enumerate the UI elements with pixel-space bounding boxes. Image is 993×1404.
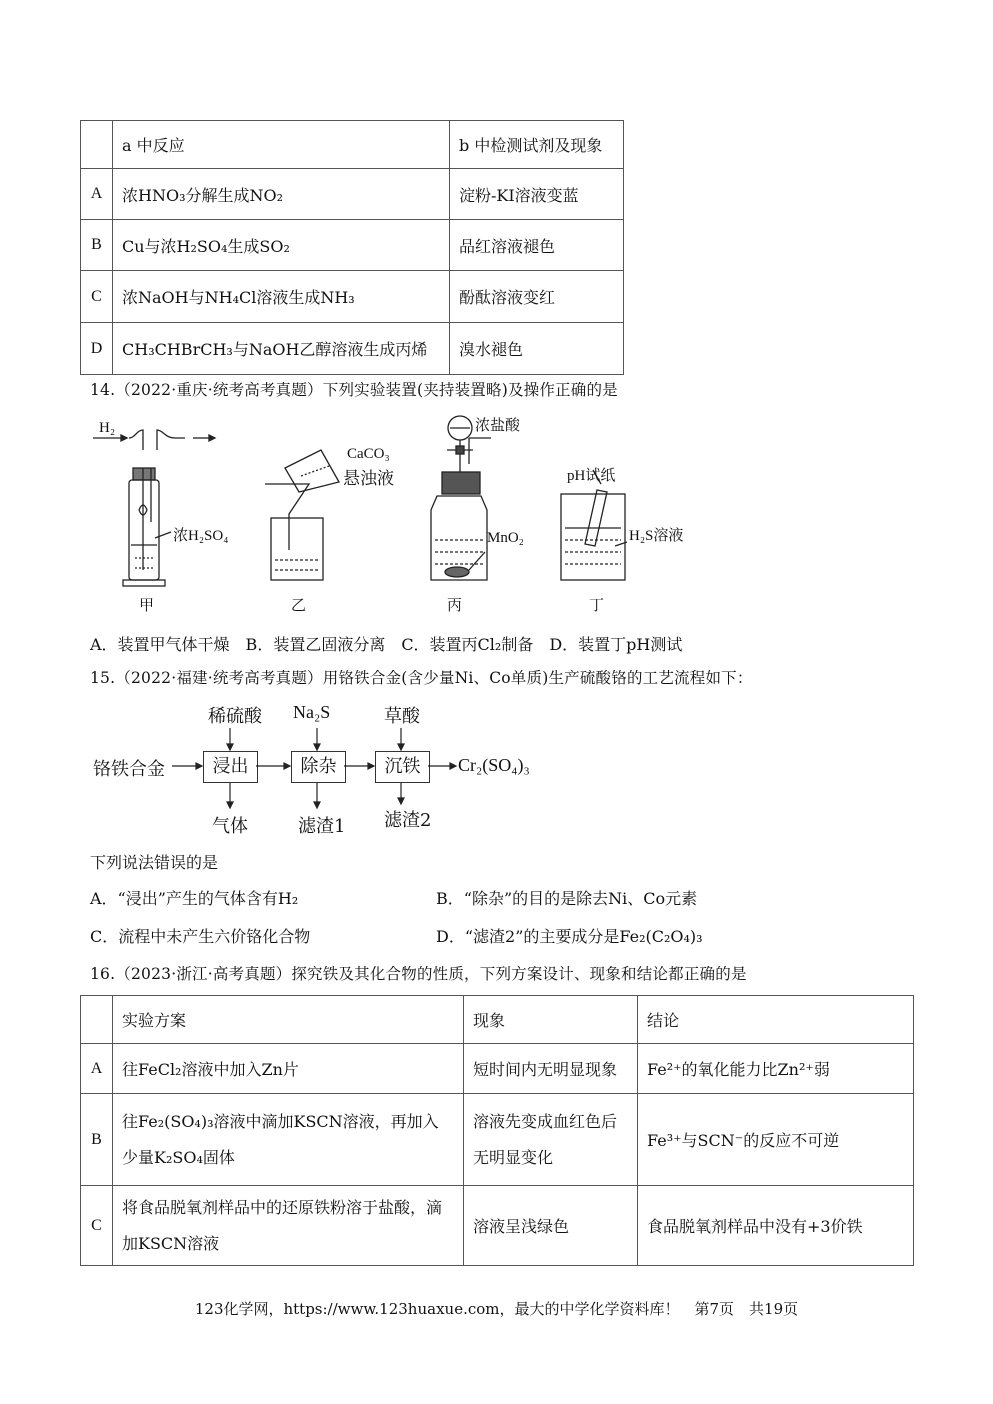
cell-a: 浓NaOH与NH₄Cl溶液生成NH₃ [113,271,450,323]
label-jia: 甲 [139,598,155,614]
flow-in-1: 稀硫酸 [208,706,262,727]
header-phenomenon: 现象 [464,996,638,1044]
flow-out-2: 滤渣1 [298,816,346,837]
page-footer: 123化学网，https://www.123huaxue.com，最大的中学化学资料库！ 第7页 共19页 [194,1300,799,1318]
table-row [81,1044,914,1094]
flow-in-2: Na₂S [293,702,331,722]
cell-phenomenon: 溶液呈浅绿色 [464,1186,638,1266]
q15-option-a: A．“浸出”产生的气体含有H₂ [90,889,299,908]
flow-out-1: 气体 [212,816,248,837]
header-a: a 中反应 [113,121,450,169]
flow-step-leach: 浸出 [203,751,258,783]
table-row [81,1186,914,1266]
q14-apparatus-figure [85,410,705,620]
cell-a: CH₃CHBrCH₃与NaOH乙醇溶液生成丙烯 [113,323,450,375]
q15-option-d: D．“滤渣2”的主要成分是Fe₂(C₂O₄)₃ [436,927,703,946]
flow-out-3: 滤渣2 [384,810,432,831]
cell-plan: 往Fe₂(SO₄)₃溶液中滴加KSCN溶液，再加入少量K₂SO₄固体 [113,1094,464,1186]
flow-step-precipitate: 沉铁 [375,751,430,783]
row-label: B [81,1094,113,1186]
flow-start: 铬铁合金 [93,759,165,780]
header-conclusion: 结论 [638,996,914,1044]
flow-in-3: 草酸 [384,706,420,727]
row-label: A [81,169,113,220]
label-ding: 丁 [589,598,605,614]
label-yi: 乙 [291,598,307,614]
flow-product: Cr₂(SO₄)₃ [458,755,530,775]
table-row [81,220,624,271]
table-q13 [80,120,624,375]
q15-option-b: B．“除杂”的目的是除去Ni、Co元素 [436,889,698,908]
q14-stem: 14.（2022·重庆·统考高考真题）下列实验装置(夹持装置略)及操作正确的是 [90,381,618,399]
flow-step-purify: 除杂 [291,751,346,783]
cell-conclusion: Fe²⁺的氧化能力比Zn²⁺弱 [638,1044,914,1094]
q16-stem: 16.（2023·浙江·高考真题）探究铁及其化合物的性质，下列方案设计、现象和结论都正确的是 [90,965,747,983]
q14-options: A．装置甲气体干燥 B．装置乙固液分离 C．装置丙Cl₂制备 D．装置丁pH测试 [90,635,683,654]
row-label: C [81,1186,113,1266]
cell-b: 品红溶液褪色 [450,220,624,271]
table-row [81,323,624,375]
row-label: D [81,323,113,375]
q15-prompt: 下列说法错误的是 [90,853,219,872]
table-corner [81,121,113,169]
label-h2: H₂ [99,420,116,436]
table-row [81,1094,914,1186]
table-row [81,169,624,220]
cell-a: 浓HNO₃分解生成NO₂ [113,169,450,220]
label-conc-h2so4: 浓H₂SO₄ [173,528,229,544]
cell-conclusion: 食品脱氧剂样品中没有+3价铁 [638,1186,914,1266]
cell-plan: 往FeCl₂溶液中加入Zn片 [113,1044,464,1094]
cell-b: 淀粉-KI溶液变蓝 [450,169,624,220]
q15-option-c: C．流程中未产生六价铬化合物 [90,927,311,946]
cell-conclusion: Fe³⁺与SCN⁻的反应不可逆 [638,1094,914,1186]
cell-b: 酚酞溶液变红 [450,271,624,323]
label-suspension: 悬浊液 [343,469,394,488]
label-bing: 丙 [447,598,463,614]
label-h2s-solution: H₂S溶液 [629,528,684,544]
cell-phenomenon: 溶液先变成血红色后无明显变化 [464,1094,638,1186]
header-plan: 实验方案 [113,996,464,1044]
label-ph-paper: pH试纸 [567,468,616,484]
label-caco3: CaCO₃ [347,446,390,462]
row-label: C [81,271,113,323]
row-label: A [81,1044,113,1094]
label-conc-hcl: 浓盐酸 [475,418,521,434]
header-b: b 中检测试剂及现象 [450,121,624,169]
label-mno2: MnO₂ [487,530,524,546]
cell-a: Cu与浓H₂SO₄生成SO₂ [113,220,450,271]
table-q16 [80,995,914,1266]
q15-stem: 15.（2022·福建·统考高考真题）用铬铁合金(含少量Ni、Co单质)生产硫酸铬的工艺流程如下： [90,669,753,687]
cell-plan: 将食品脱氧剂样品中的还原铁粉溶于盐酸，滴加KSCN溶液 [113,1186,464,1266]
cell-phenomenon: 短时间内无明显现象 [464,1044,638,1094]
row-label: B [81,220,113,271]
cell-b: 溴水褪色 [450,323,624,375]
table-corner [81,996,113,1044]
table-row [81,271,624,323]
